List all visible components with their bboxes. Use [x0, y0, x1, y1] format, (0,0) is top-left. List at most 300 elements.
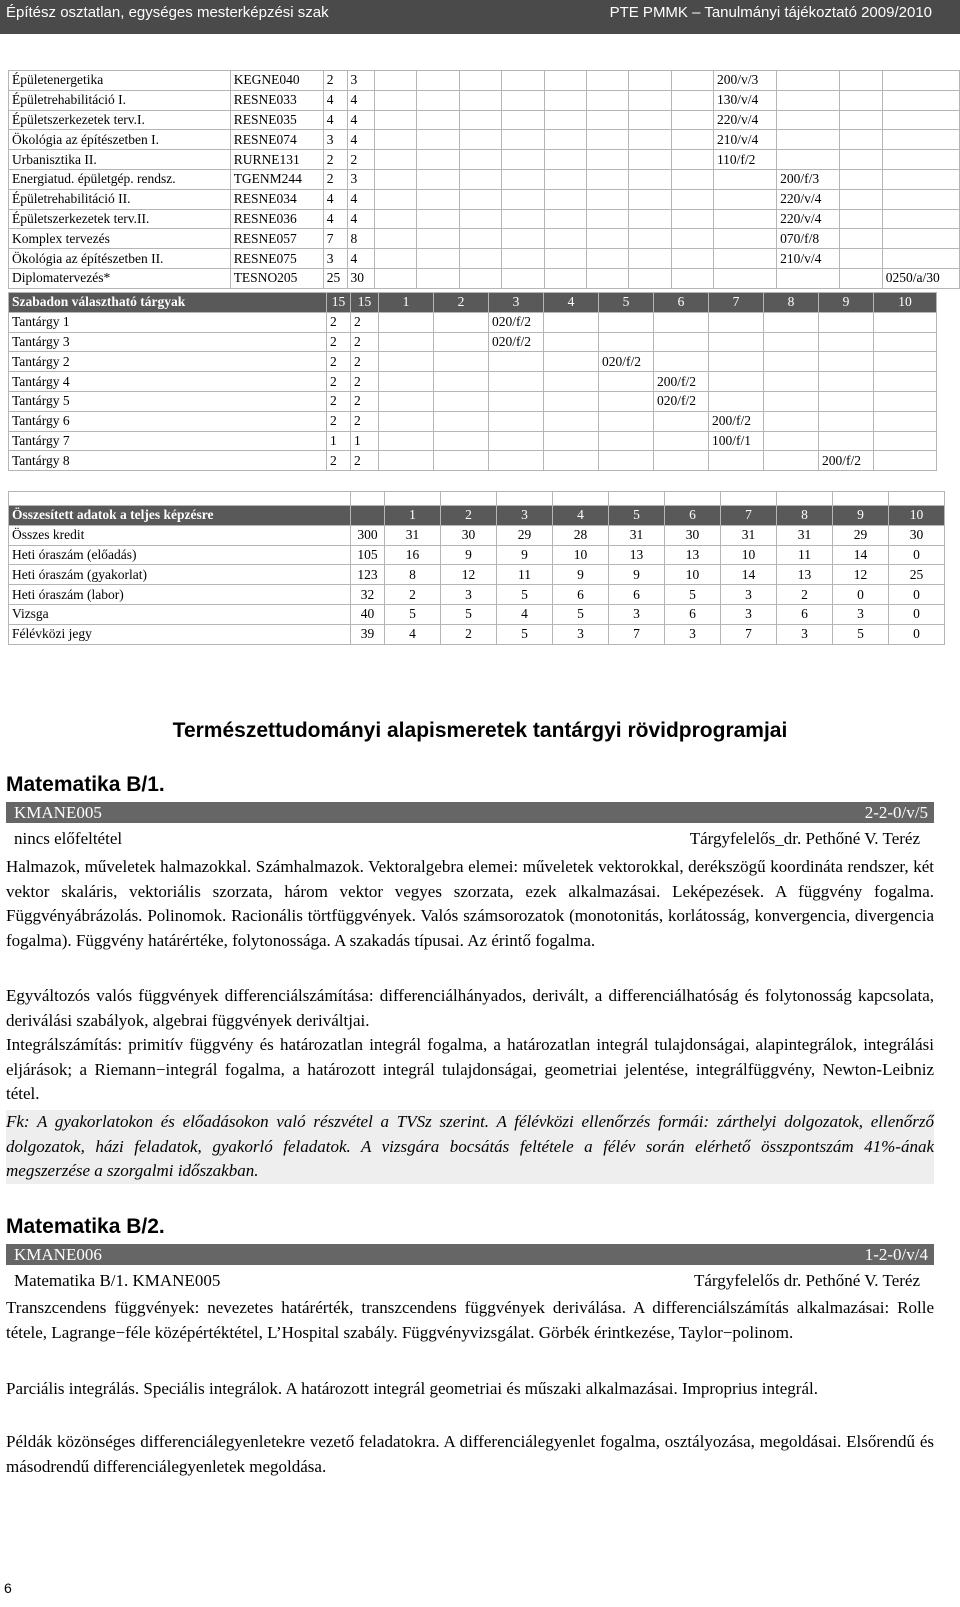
table-cell: 30 [441, 525, 497, 545]
table-cell: RESNE036 [230, 209, 323, 229]
table-cell [459, 229, 501, 249]
table-cell [654, 332, 709, 352]
table-cell [489, 372, 544, 392]
table-cell: Tantárgy 8 [9, 451, 327, 471]
table-cell: 8 [385, 565, 441, 585]
table-cell [459, 249, 501, 269]
table-cell [379, 312, 434, 332]
table-cell [417, 110, 459, 130]
table-cell: 2 [347, 150, 375, 170]
table-cell [654, 411, 709, 431]
elective-table-body [9, 293, 937, 471]
table-cell [586, 110, 628, 130]
course2-prerequisite: Matematika B/1. KMANE005 [14, 1271, 221, 1290]
table-cell [544, 268, 586, 288]
course1-paragraph-3: Integrálszámítás: primitív függvény és határozatlan integrál fogalma, a határozatlan integrál tulajdonságai, alapintegrálok, integrálási eljárások; a Riemann−integrál fogalma, a határozott integrál tulajdonságai, geometriai jelentése, integrálfüggvény, Newton-Leibniz tétel. [6, 1035, 934, 1104]
table-row [9, 229, 960, 249]
table-cell [417, 169, 459, 189]
table-cell: 29 [497, 525, 553, 545]
table-cell: 200/f/2 [654, 372, 709, 392]
table-cell: 200/f/2 [709, 411, 764, 431]
table-cell [777, 71, 840, 91]
summary-header-cell: 10 [889, 506, 945, 526]
table-cell: Komplex tervezés [9, 229, 231, 249]
elective-header-cell: 5 [599, 293, 654, 313]
table-cell: TGENM244 [230, 169, 323, 189]
course1-code: KMANE005 [14, 803, 102, 822]
page-header [0, 0, 960, 34]
table-cell [840, 229, 882, 249]
table-cell: Tantárgy 6 [9, 411, 327, 431]
table-cell: 9 [609, 565, 665, 585]
table-row [9, 372, 937, 392]
table-cell [874, 411, 937, 431]
table-cell: Ökológia az építészetben I. [9, 130, 231, 150]
table-cell [351, 506, 385, 526]
table-cell [833, 492, 889, 506]
table-row [9, 525, 945, 545]
table-cell [599, 451, 654, 471]
table-cell [599, 332, 654, 352]
table-cell [882, 150, 959, 170]
table-row [9, 249, 960, 269]
table-cell: 40 [351, 604, 385, 624]
table-cell [459, 189, 501, 209]
table-cell: 31 [609, 525, 665, 545]
course2-paragraph-3: Példák közönséges differenciálegyenletekre vezető feladatokra. A differenciálegyenlet fogalma, osztályozása, megoldásai. Elsőrendű és másodrendű differenciálegyenletek megoldása. [6, 1432, 934, 1476]
table-cell [819, 312, 874, 332]
table-cell: 2 [327, 391, 351, 411]
table-cell: TESNO205 [230, 268, 323, 288]
table-cell [544, 90, 586, 110]
table-cell [375, 130, 417, 150]
summary-header-row [9, 506, 945, 526]
table-cell [654, 431, 709, 451]
table-cell [379, 411, 434, 431]
table-cell [544, 352, 599, 372]
table-cell [764, 352, 819, 372]
table-cell [375, 71, 417, 91]
table-cell [764, 332, 819, 352]
table-cell [544, 110, 586, 130]
table-cell: Épületrehabilitáció I. [9, 90, 231, 110]
table-cell: 12 [833, 565, 889, 585]
header-publication: PTE PMMK – Tanulmányi tájékoztató 2009/2010 [609, 4, 932, 21]
table-cell [489, 431, 544, 451]
table-cell: 0 [889, 624, 945, 644]
table-cell: 4 [497, 604, 553, 624]
table-cell [629, 229, 671, 249]
table-cell [379, 451, 434, 471]
summary-header-cell: 4 [553, 506, 609, 526]
table-cell [586, 209, 628, 229]
table-cell [777, 90, 840, 110]
table-cell: Heti óraszám (gyakorlat) [9, 565, 351, 585]
course1-credit: 2-2-0/v/5 [864, 803, 928, 822]
table-cell: Tantárgy 4 [9, 372, 327, 392]
table-cell: 5 [385, 604, 441, 624]
table-cell: 123 [351, 565, 385, 585]
table-cell: 28 [553, 525, 609, 545]
table-cell: 5 [441, 604, 497, 624]
table-cell: 210/v/4 [777, 249, 840, 269]
course1-meta [6, 828, 926, 849]
course2-meta [6, 1270, 926, 1291]
course1-title: Matematika B/1. [6, 773, 165, 796]
table-cell: 2 [441, 624, 497, 644]
table-cell: 3 [665, 624, 721, 644]
table-cell [544, 130, 586, 150]
table-cell [721, 492, 777, 506]
table-cell [882, 90, 959, 110]
table-cell: 2 [351, 411, 379, 431]
table-cell: 5 [497, 624, 553, 644]
table-cell [459, 209, 501, 229]
table-cell [9, 492, 351, 506]
table-cell: 3 [347, 71, 375, 91]
table-cell: 30 [665, 525, 721, 545]
table-cell [375, 249, 417, 269]
table-cell [840, 169, 882, 189]
table-cell [629, 150, 671, 170]
table-cell: 6 [553, 585, 609, 605]
table-cell [502, 169, 544, 189]
table-cell [417, 150, 459, 170]
table-cell [882, 229, 959, 249]
course2-credit: 1-2-0/v/4 [864, 1245, 928, 1264]
table-row [9, 312, 937, 332]
table-row [9, 451, 937, 471]
table-cell: 2 [323, 150, 347, 170]
table-cell: 4 [323, 90, 347, 110]
table-cell [882, 169, 959, 189]
table-cell [434, 391, 489, 411]
table-cell [459, 169, 501, 189]
table-cell: 020/f/2 [599, 352, 654, 372]
summary-table [8, 491, 945, 645]
summary-table-body [9, 492, 945, 645]
table-cell [709, 352, 764, 372]
table-cell [840, 209, 882, 229]
course1-paragraph-2: Egyváltozós valós függvények differenciálszámítása: differenciálhányados, derivált, a differenciálhatóság és folytonosság kapcsolata, deriválási szabályok, algebrai függvények deriváltjai. [6, 986, 934, 1030]
table-cell: 10 [721, 545, 777, 565]
table-cell: 2 [351, 372, 379, 392]
table-cell [417, 71, 459, 91]
table-cell [629, 110, 671, 130]
summary-header-title: Összesített adatok a teljes képzésre [9, 506, 351, 526]
table-cell [379, 391, 434, 411]
table-cell [489, 451, 544, 471]
table-cell [629, 189, 671, 209]
table-cell: 2 [327, 312, 351, 332]
table-cell: 2 [327, 411, 351, 431]
table-cell: 4 [323, 189, 347, 209]
table-cell [709, 451, 764, 471]
table-cell [375, 189, 417, 209]
table-cell [764, 451, 819, 471]
table-cell [586, 71, 628, 91]
table-cell: 2 [327, 451, 351, 471]
summary-header-cell: 1 [385, 506, 441, 526]
table-cell [629, 71, 671, 91]
table-cell [609, 492, 665, 506]
table-cell [599, 391, 654, 411]
table-cell [544, 372, 599, 392]
table-cell: Épületenergetika [9, 71, 231, 91]
table-cell [671, 71, 713, 91]
table-cell [671, 90, 713, 110]
table-row [9, 189, 960, 209]
table-cell [434, 431, 489, 451]
table-cell: Energiatud. épületgép. rendsz. [9, 169, 231, 189]
table-cell [840, 268, 882, 288]
table-cell: 30 [347, 268, 375, 288]
table-cell: 39 [351, 624, 385, 644]
table-cell [713, 229, 776, 249]
table-cell [671, 229, 713, 249]
table-cell: 3 [323, 249, 347, 269]
table-cell: 5 [497, 585, 553, 605]
summary-header-cell: 7 [721, 506, 777, 526]
table-cell: 7 [323, 229, 347, 249]
table-cell: RESNE057 [230, 229, 323, 249]
table-cell: 2 [351, 391, 379, 411]
table-cell: 070/f/8 [777, 229, 840, 249]
table-cell: 14 [721, 565, 777, 585]
table-cell: 0 [833, 585, 889, 605]
table-row [9, 431, 937, 451]
table-cell: 020/f/2 [489, 312, 544, 332]
table-cell [777, 130, 840, 150]
elective-header-cell: 6 [654, 293, 709, 313]
table-cell [777, 268, 840, 288]
table-cell [665, 492, 721, 506]
table-cell [629, 90, 671, 110]
elective-header-cell: 8 [764, 293, 819, 313]
table-cell [840, 130, 882, 150]
table-cell: 2 [323, 71, 347, 91]
table-cell [713, 169, 776, 189]
table-cell: 4 [347, 90, 375, 110]
table-cell: Heti óraszám (labor) [9, 585, 351, 605]
summary-header-cell: 9 [833, 506, 889, 526]
table-cell [375, 110, 417, 130]
table-row [9, 352, 937, 372]
table-cell [654, 451, 709, 471]
table-cell: Tantárgy 3 [9, 332, 327, 352]
table-cell [544, 249, 586, 269]
table-cell: 2 [351, 451, 379, 471]
table-cell: 13 [665, 545, 721, 565]
course2-responsible: Tárgyfelelős dr. Pethőné V. Teréz [693, 1271, 920, 1290]
table-cell: RESNE034 [230, 189, 323, 209]
section-title: Természettudományi alapismeretek tantárgyi rövidprogramjai [172, 719, 788, 742]
table-cell [874, 451, 937, 471]
table-cell [544, 431, 599, 451]
table-cell [599, 372, 654, 392]
table-cell: 5 [553, 604, 609, 624]
table-cell [417, 268, 459, 288]
table-cell [375, 268, 417, 288]
table-cell [819, 352, 874, 372]
course2-code: KMANE006 [14, 1245, 102, 1264]
table-cell: 31 [385, 525, 441, 545]
table-cell: 2 [351, 352, 379, 372]
table-cell: 32 [351, 585, 385, 605]
table-cell [713, 209, 776, 229]
table-cell [417, 209, 459, 229]
table-row [9, 268, 960, 288]
table-cell [629, 209, 671, 229]
elective-header-cell: 7 [709, 293, 764, 313]
table-cell [417, 90, 459, 110]
table-cell: Vizsga [9, 604, 351, 624]
page-number: 6 [4, 1580, 12, 1596]
course-table [8, 70, 960, 289]
table-cell [874, 391, 937, 411]
table-cell [671, 209, 713, 229]
table-cell [709, 312, 764, 332]
table-cell: 25 [889, 565, 945, 585]
table-cell [819, 372, 874, 392]
table-row [9, 332, 937, 352]
elective-header-cell: 1 [379, 293, 434, 313]
table-cell: Épületszerkezetek terv.II. [9, 209, 231, 229]
table-cell [544, 332, 599, 352]
table-cell [764, 431, 819, 451]
table-cell: Urbanisztika II. [9, 150, 231, 170]
table-cell [713, 189, 776, 209]
table-cell: 16 [385, 545, 441, 565]
table-cell [434, 411, 489, 431]
table-cell: 9 [441, 545, 497, 565]
table-cell: 4 [323, 110, 347, 130]
table-cell [629, 169, 671, 189]
table-cell: 2 [327, 332, 351, 352]
elective-header-cell: 4 [544, 293, 599, 313]
course1-prerequisite: nincs előfeltétel [14, 829, 123, 848]
elective-header-cell: 2 [434, 293, 489, 313]
table-cell [889, 492, 945, 506]
table-cell: 5 [665, 585, 721, 605]
table-cell: 0 [889, 585, 945, 605]
table-cell [434, 352, 489, 372]
table-cell: RESNE035 [230, 110, 323, 130]
table-cell [417, 189, 459, 209]
table-cell [544, 71, 586, 91]
table-cell [434, 451, 489, 471]
table-cell [434, 372, 489, 392]
table-cell: 0 [889, 604, 945, 624]
course1-paragraph-1: Halmazok, műveletek halmazokkal. Számhalmazok. Vektoralgebra elemei: műveletek vektorokkal, derékszögű koordináta rendszer, két vektor skaláris, vektoriális szorzata, három vektor vegyes szorzata, ezek alkalmazásai. Leképezések. A függvény fogalma. Függvényábrázolás. Polinomok. Racionális törtfüggvények. Valós számsorozatok (monotonitás, korlátosság, konvergencia, divergencia fogalma). Függvény határértéke, folytonossága. A szakadás típusai. Az érintő fogalma. [6, 857, 934, 950]
table-cell [777, 492, 833, 506]
table-cell [441, 492, 497, 506]
course2-code-bar [6, 1244, 934, 1265]
table-cell [375, 209, 417, 229]
table-cell [882, 249, 959, 269]
table-cell [379, 332, 434, 352]
table-cell [502, 268, 544, 288]
table-cell: 020/f/2 [489, 332, 544, 352]
table-cell: Tantárgy 1 [9, 312, 327, 332]
table-cell: 5 [833, 624, 889, 644]
table-cell [882, 189, 959, 209]
summary-header-cell: 5 [609, 506, 665, 526]
table-cell [874, 352, 937, 372]
elective-header-cell: 3 [489, 293, 544, 313]
table-cell [764, 391, 819, 411]
table-cell [671, 268, 713, 288]
table-cell [671, 189, 713, 209]
table-cell [502, 189, 544, 209]
table-cell [586, 130, 628, 150]
table-cell [375, 90, 417, 110]
table-cell: 1 [327, 431, 351, 451]
table-cell: 110/f/2 [713, 150, 776, 170]
table-cell: 100/f/1 [709, 431, 764, 451]
table-cell [459, 110, 501, 130]
table-cell [874, 372, 937, 392]
table-cell: 7 [609, 624, 665, 644]
table-cell [375, 150, 417, 170]
table-cell [586, 249, 628, 269]
table-cell: 220/v/4 [713, 110, 776, 130]
table-cell [764, 372, 819, 392]
table-cell: Ökológia az építészetben II. [9, 249, 231, 269]
table-cell [502, 249, 544, 269]
table-cell: 3 [553, 624, 609, 644]
table-cell [671, 130, 713, 150]
table-cell [459, 90, 501, 110]
table-row [9, 604, 945, 624]
table-cell: 200/f/2 [819, 451, 874, 471]
table-cell [459, 71, 501, 91]
table-cell: 3 [323, 130, 347, 150]
table-cell [351, 492, 385, 506]
table-cell [544, 229, 586, 249]
table-cell: 4 [347, 249, 375, 269]
table-cell: 31 [777, 525, 833, 545]
table-cell: 0250/a/30 [882, 268, 959, 288]
elective-header-cell: 15 [327, 293, 351, 313]
table-cell [629, 130, 671, 150]
table-cell: 11 [497, 565, 553, 585]
table-cell: 3 [721, 604, 777, 624]
table-cell [874, 312, 937, 332]
elective-header-row [9, 293, 937, 313]
table-cell [417, 229, 459, 249]
header-program: Építész osztatlan, egységes mesterképzési szak [6, 4, 329, 21]
table-cell: 200/v/3 [713, 71, 776, 91]
table-cell: RESNE033 [230, 90, 323, 110]
table-cell: 14 [833, 545, 889, 565]
table-cell: Tantárgy 5 [9, 391, 327, 411]
elective-table [8, 292, 937, 471]
elective-header-cell: 15 [351, 293, 379, 313]
table-cell: 13 [609, 545, 665, 565]
table-cell [874, 431, 937, 451]
table-cell [629, 268, 671, 288]
summary-header-cell: 6 [665, 506, 721, 526]
table-cell [544, 189, 586, 209]
table-cell [709, 332, 764, 352]
table-cell: 2 [351, 332, 379, 352]
table-cell [586, 229, 628, 249]
table-cell [434, 332, 489, 352]
table-cell [713, 249, 776, 269]
table-cell: Tantárgy 2 [9, 352, 327, 372]
table-cell [544, 312, 599, 332]
